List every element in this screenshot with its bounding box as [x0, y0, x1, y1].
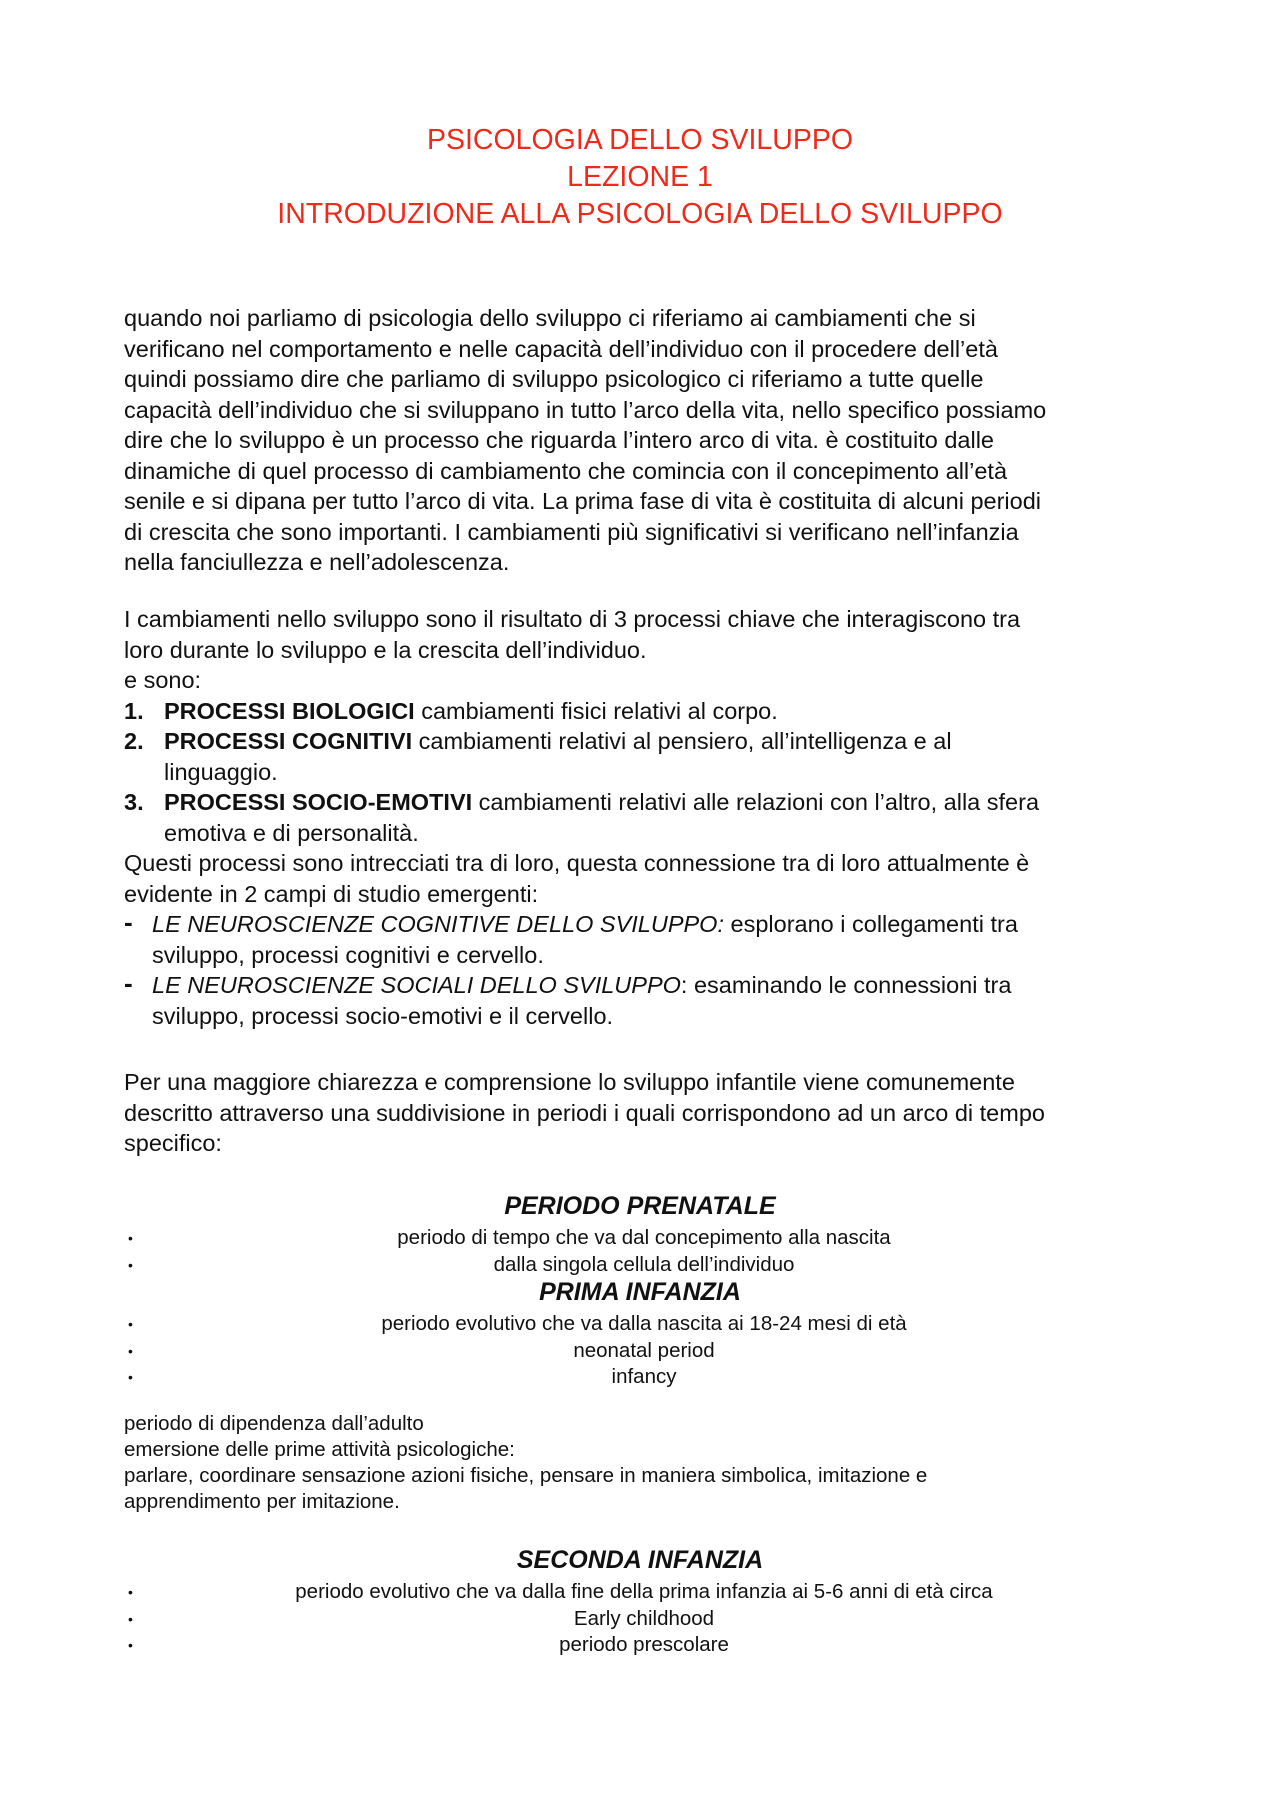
text-line: apprendimento per imitazione.	[124, 1490, 400, 1513]
intro-paragraph	[124, 303, 1174, 578]
bullet-text: periodo evolutivo che va dalla fine della prima infanzia ai 5-6 anni di età circa	[295, 1580, 993, 1603]
text-line: senile e si dipana per tutto l’arco di vita. La prima fase di vita è costituita di alcuni periodi	[124, 488, 1041, 514]
process-item	[124, 787, 1174, 848]
process-description: cambiamenti fisici relativi al corpo.	[414, 697, 778, 724]
prima-infanzia-notes	[124, 1411, 1174, 1515]
list-item	[124, 1252, 1164, 1279]
process-name: PROCESSI BIOLOGICI	[164, 697, 415, 724]
bullet-icon: •	[128, 1637, 133, 1653]
list-item	[124, 1632, 1164, 1659]
field-name: LE NEUROSCIENZE COGNITIVE DELLO SVILUPPO:	[152, 911, 724, 937]
text-line: evidente in 2 campi di studio emergenti:	[124, 880, 539, 907]
process-description: cambiamenti relativi al pensiero, all’intelligenza e al	[412, 728, 952, 754]
list-item	[124, 1338, 1164, 1365]
text-line: e sono:	[124, 667, 202, 693]
field-description: esplorano i collegamenti tra	[723, 911, 1018, 937]
field-description-continued: sviluppo, processi cognitivi e cervello.	[152, 941, 544, 968]
bullet-text: periodo evolutivo che va dalla nascita ai 18-24 mesi di età	[381, 1312, 907, 1335]
text-line: parlare, coordinare sensazione azioni fisiche, pensare in maniera simbolica, imitazione e	[124, 1464, 928, 1487]
processes-list	[124, 696, 1174, 849]
fields-list	[124, 909, 1174, 1031]
text-line: dinamiche di quel processo di cambiamento che comincia con il concepimento all’età	[124, 457, 1008, 484]
bullet-icon: •	[128, 1230, 133, 1246]
bullet-icon: •	[128, 1584, 133, 1600]
list-number: 3.	[124, 789, 144, 815]
period-heading-prima-infanzia: PRIMA INFANZIA	[539, 1278, 741, 1306]
title-line-3: INTRODUZIONE ALLA PSICOLOGIA DELLO SVILUPPO	[277, 198, 1003, 230]
dash-marker: -	[124, 968, 133, 998]
text-line: capacità dell’individuo che si sviluppano in tutto l’arco della vita, nello specifico possiamo	[124, 396, 1047, 423]
text-line: quindi possiamo dire che parliamo di sviluppo psicologico ci riferiamo a tutte quelle	[124, 366, 984, 392]
bullet-icon: •	[128, 1610, 133, 1627]
text-line: Per una maggiore chiarezza e comprensione lo sviluppo infantile viene comunemente	[124, 1069, 1015, 1095]
field-description-continued: sviluppo, processi socio-emotivi e il cervello.	[152, 1002, 614, 1029]
period-heading-seconda-infanzia: SECONDA INFANZIA	[516, 1546, 764, 1574]
period-bullets-seconda-infanzia	[124, 1579, 1164, 1659]
process-description-continued: linguaggio.	[164, 758, 278, 785]
field-item	[124, 909, 1174, 970]
period-heading-prenatale: PERIODO PRENATALE	[504, 1192, 776, 1220]
text-line: I cambiamenti nello sviluppo sono il risultato di 3 processi chiave che interagiscono tra	[124, 606, 1021, 632]
text-line: descritto attraverso una suddivisione in periodi i quali corrispondono ad un arco di tempo	[124, 1099, 1045, 1126]
text-line: emersione delle prime attività psicologiche:	[124, 1438, 515, 1461]
title-line-1: PSICOLOGIA DELLO SVILUPPO	[426, 124, 854, 156]
text-line: periodo di dipendenza dall’adulto	[124, 1412, 424, 1435]
period-bullets-prima-infanzia	[124, 1311, 1164, 1391]
list-item	[124, 1606, 1164, 1633]
processes-section	[124, 604, 1174, 1031]
bullet-icon: •	[128, 1256, 133, 1273]
list-item	[124, 1225, 1164, 1252]
text-line: loro durante lo sviluppo e la crescita dell’individuo.	[124, 636, 647, 663]
bullet-text: dalla singola cellula dell’individuo	[493, 1252, 795, 1276]
list-item	[124, 1364, 1164, 1391]
process-description: cambiamenti relativi alle relazioni con l’altro, alla sfera	[472, 789, 1040, 815]
title-line-2: LEZIONE 1	[567, 161, 713, 193]
process-name: PROCESSI SOCIO-EMOTIVI	[164, 789, 473, 815]
field-name: LE NEUROSCIENZE SOCIALI DELLO SVILUPPO	[152, 972, 681, 998]
list-item	[124, 1579, 1164, 1606]
process-description-continued: emotiva e di personalità.	[164, 819, 419, 846]
document-title	[0, 122, 1280, 233]
bullet-text: periodo prescolare	[559, 1633, 729, 1656]
field-item	[124, 970, 1174, 1031]
text-line: verificano nel comportamento e nelle capacità dell’individuo con il procedere dell’età	[124, 335, 998, 362]
list-number: 2.	[124, 728, 144, 754]
bullet-text: Early childhood	[573, 1606, 715, 1630]
period-bullets-prenatale	[124, 1225, 1164, 1278]
process-name: PROCESSI COGNITIVI	[164, 728, 413, 754]
dash-marker: -	[124, 907, 133, 937]
bullet-icon: •	[128, 1369, 133, 1385]
list-number: 1.	[124, 697, 144, 724]
bullet-text: neonatal period	[573, 1338, 715, 1362]
process-item	[124, 726, 1174, 787]
bullet-text: infancy	[611, 1365, 677, 1388]
list-item	[124, 1311, 1164, 1338]
text-line: nella fanciullezza e nell’adolescenza.	[124, 549, 510, 575]
text-line: quando noi parliamo di psicologia dello sviluppo ci riferiamo ai cambiamenti che si	[124, 305, 976, 331]
text-line: Questi processi sono intrecciati tra di loro, questa connessione tra di loro attualmente è	[124, 850, 1030, 876]
periods-intro	[124, 1067, 1174, 1159]
bullet-icon: •	[128, 1316, 133, 1332]
text-line: specifico:	[124, 1130, 222, 1156]
process-item	[124, 696, 1174, 727]
bullet-text: periodo di tempo che va dal concepimento alla nascita	[397, 1226, 891, 1249]
bullet-icon: •	[128, 1342, 133, 1359]
text-line: di crescita che sono importanti. I cambiamenti più significativi si verificano nell’infanzia	[124, 518, 1019, 545]
text-line: dire che lo sviluppo è un processo che riguarda l’intero arco di vita. è costituito dalle	[124, 427, 994, 453]
field-description: : esaminando le connessioni tra	[680, 972, 1012, 998]
